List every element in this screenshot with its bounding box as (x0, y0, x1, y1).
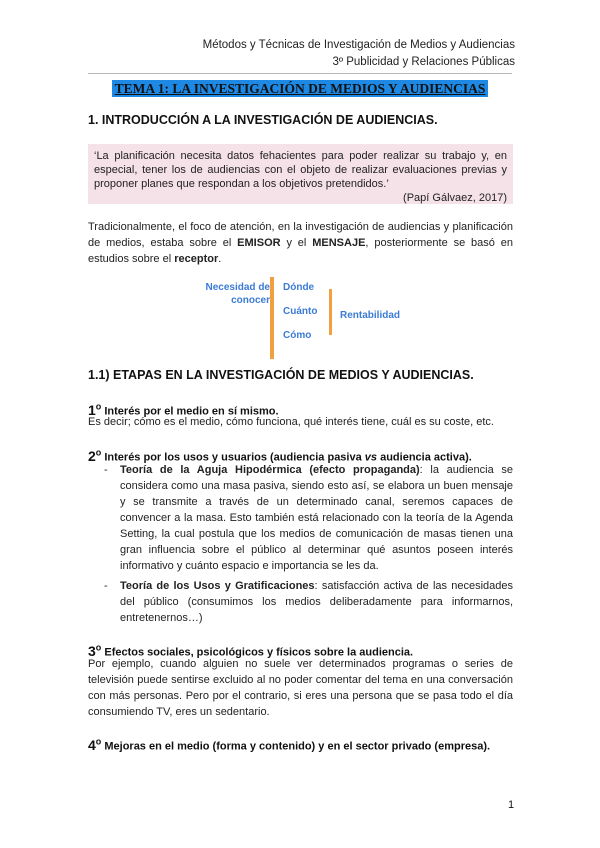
quote-text: ‘La planificación necesita datos fehacientes para poder realizar su trabajo y, en especial, tener los de audiencias con el objeto de realizar evaluaciones previas y proponer planes que respondan a los objetivos pretendidos.’ (94, 150, 507, 190)
intro-paragraph: Tradicionalmente, el foco de atención, en la investigación de audiencias y planificación de medios, estaba sobre el EMISOR y el MENSAJE, posteriormente se basó en estudios sobre el receptor. (88, 221, 514, 265)
bullet-dash: - (104, 464, 108, 476)
quote-block (88, 144, 513, 204)
section-heading-intro: 1. INTRODUCCIÓN A LA INVESTIGACIÓN DE AUDIENCIAS. (88, 113, 438, 127)
theory-hypodermic-text: : la audiencia se considera como una masa pasiva, siendo esto así, se elabora un buen mensaje y se transmite a través de un determinado canal, seremos capaces de convencer a la masa. Esto también está relacionado con la teoría de la Agenda Setting, la cual postula que los medios de comunicación de masas tienen una gran influencia sobre el público al determinar qué asuntos poseen interés informativo y cuánto espacio e importancia se les da. (120, 464, 514, 572)
theory-uses-text: : satisfacción activa de las necesidades del público (consumimos los medios deliberadamente para informarnos, entretenernos…) (120, 580, 513, 624)
diagram-divider-bar (329, 289, 332, 335)
stage-3-text: Por ejemplo, cuando alguien no suele ver determinados programas o series de televisión puede sentirse excluido al no poder comentar del tema en una conversación con más personas. Pero por el contrario, si eres una persona que se pasa todo el día consumiendo TV, eres un sedentario. (88, 658, 513, 718)
stage-1-title: 1$^o$ Interés por el medio en sí mismo. (88, 401, 279, 418)
list-item (104, 578, 513, 626)
document-title (0, 80, 600, 98)
header-degree: 3º Publicidad y Relaciones Públicas (332, 56, 515, 68)
list-item (104, 462, 513, 574)
theory-uses-title: Teoría de los Usos y Gratificaciones (120, 580, 315, 592)
diagram-item-cuanto: Cuánto (283, 306, 318, 317)
theory-hypodermic-title: Teoría de la Aguja Hipodérmica (efecto propaganda) (120, 464, 420, 476)
stage-2-title: 2$^o$ Interés por los usos y usuarios (audiencia pasiva vs audiencia activa). (88, 447, 472, 464)
stage-3-title: 3$^o$ Efectos sociales, psicológicos y físicos sobre la audiencia. (88, 642, 414, 659)
document-title-text: TEMA 1: LA INVESTIGACIÓN DE MEDIOS Y AUDIENCIAS (112, 80, 489, 97)
running-header (203, 37, 515, 71)
emphasis-emisor: EMISOR (237, 237, 281, 249)
diagram-need-label: Necesidad de conocer (205, 282, 270, 306)
emphasis-receptor: receptor (174, 253, 219, 265)
diagram-item-donde: Dónde (283, 282, 315, 293)
quote-citation: (Papí Gálvaez, 2017) (403, 192, 507, 204)
stage-4-title: 4$^o$ Mejoras en el medio (forma y contenido) y en el sector privado (empresa). (88, 736, 491, 753)
research-diagram (190, 277, 420, 361)
page-number: 1 (508, 799, 515, 811)
header-divider (88, 73, 512, 74)
section-heading-stages: 1.1) ETAPAS EN LA INVESTIGACIÓN DE MEDIOS Y AUDIENCIAS. (88, 368, 474, 382)
header-course: Métodos y Técnicas de Investigación de Medios y Audiencias (202, 39, 515, 51)
diagram-bracket-bar (270, 277, 274, 359)
stage-1-text: Es decir; cómo es el medio, cómo funciona, qué interés tiene, cuál es su coste, etc. (88, 416, 494, 428)
emphasis-mensaje: MENSAJE (312, 237, 366, 249)
diagram-result-label: Rentabilidad (340, 310, 401, 321)
bullet-dash: - (104, 580, 108, 592)
diagram-item-como: Cómo (283, 330, 312, 341)
